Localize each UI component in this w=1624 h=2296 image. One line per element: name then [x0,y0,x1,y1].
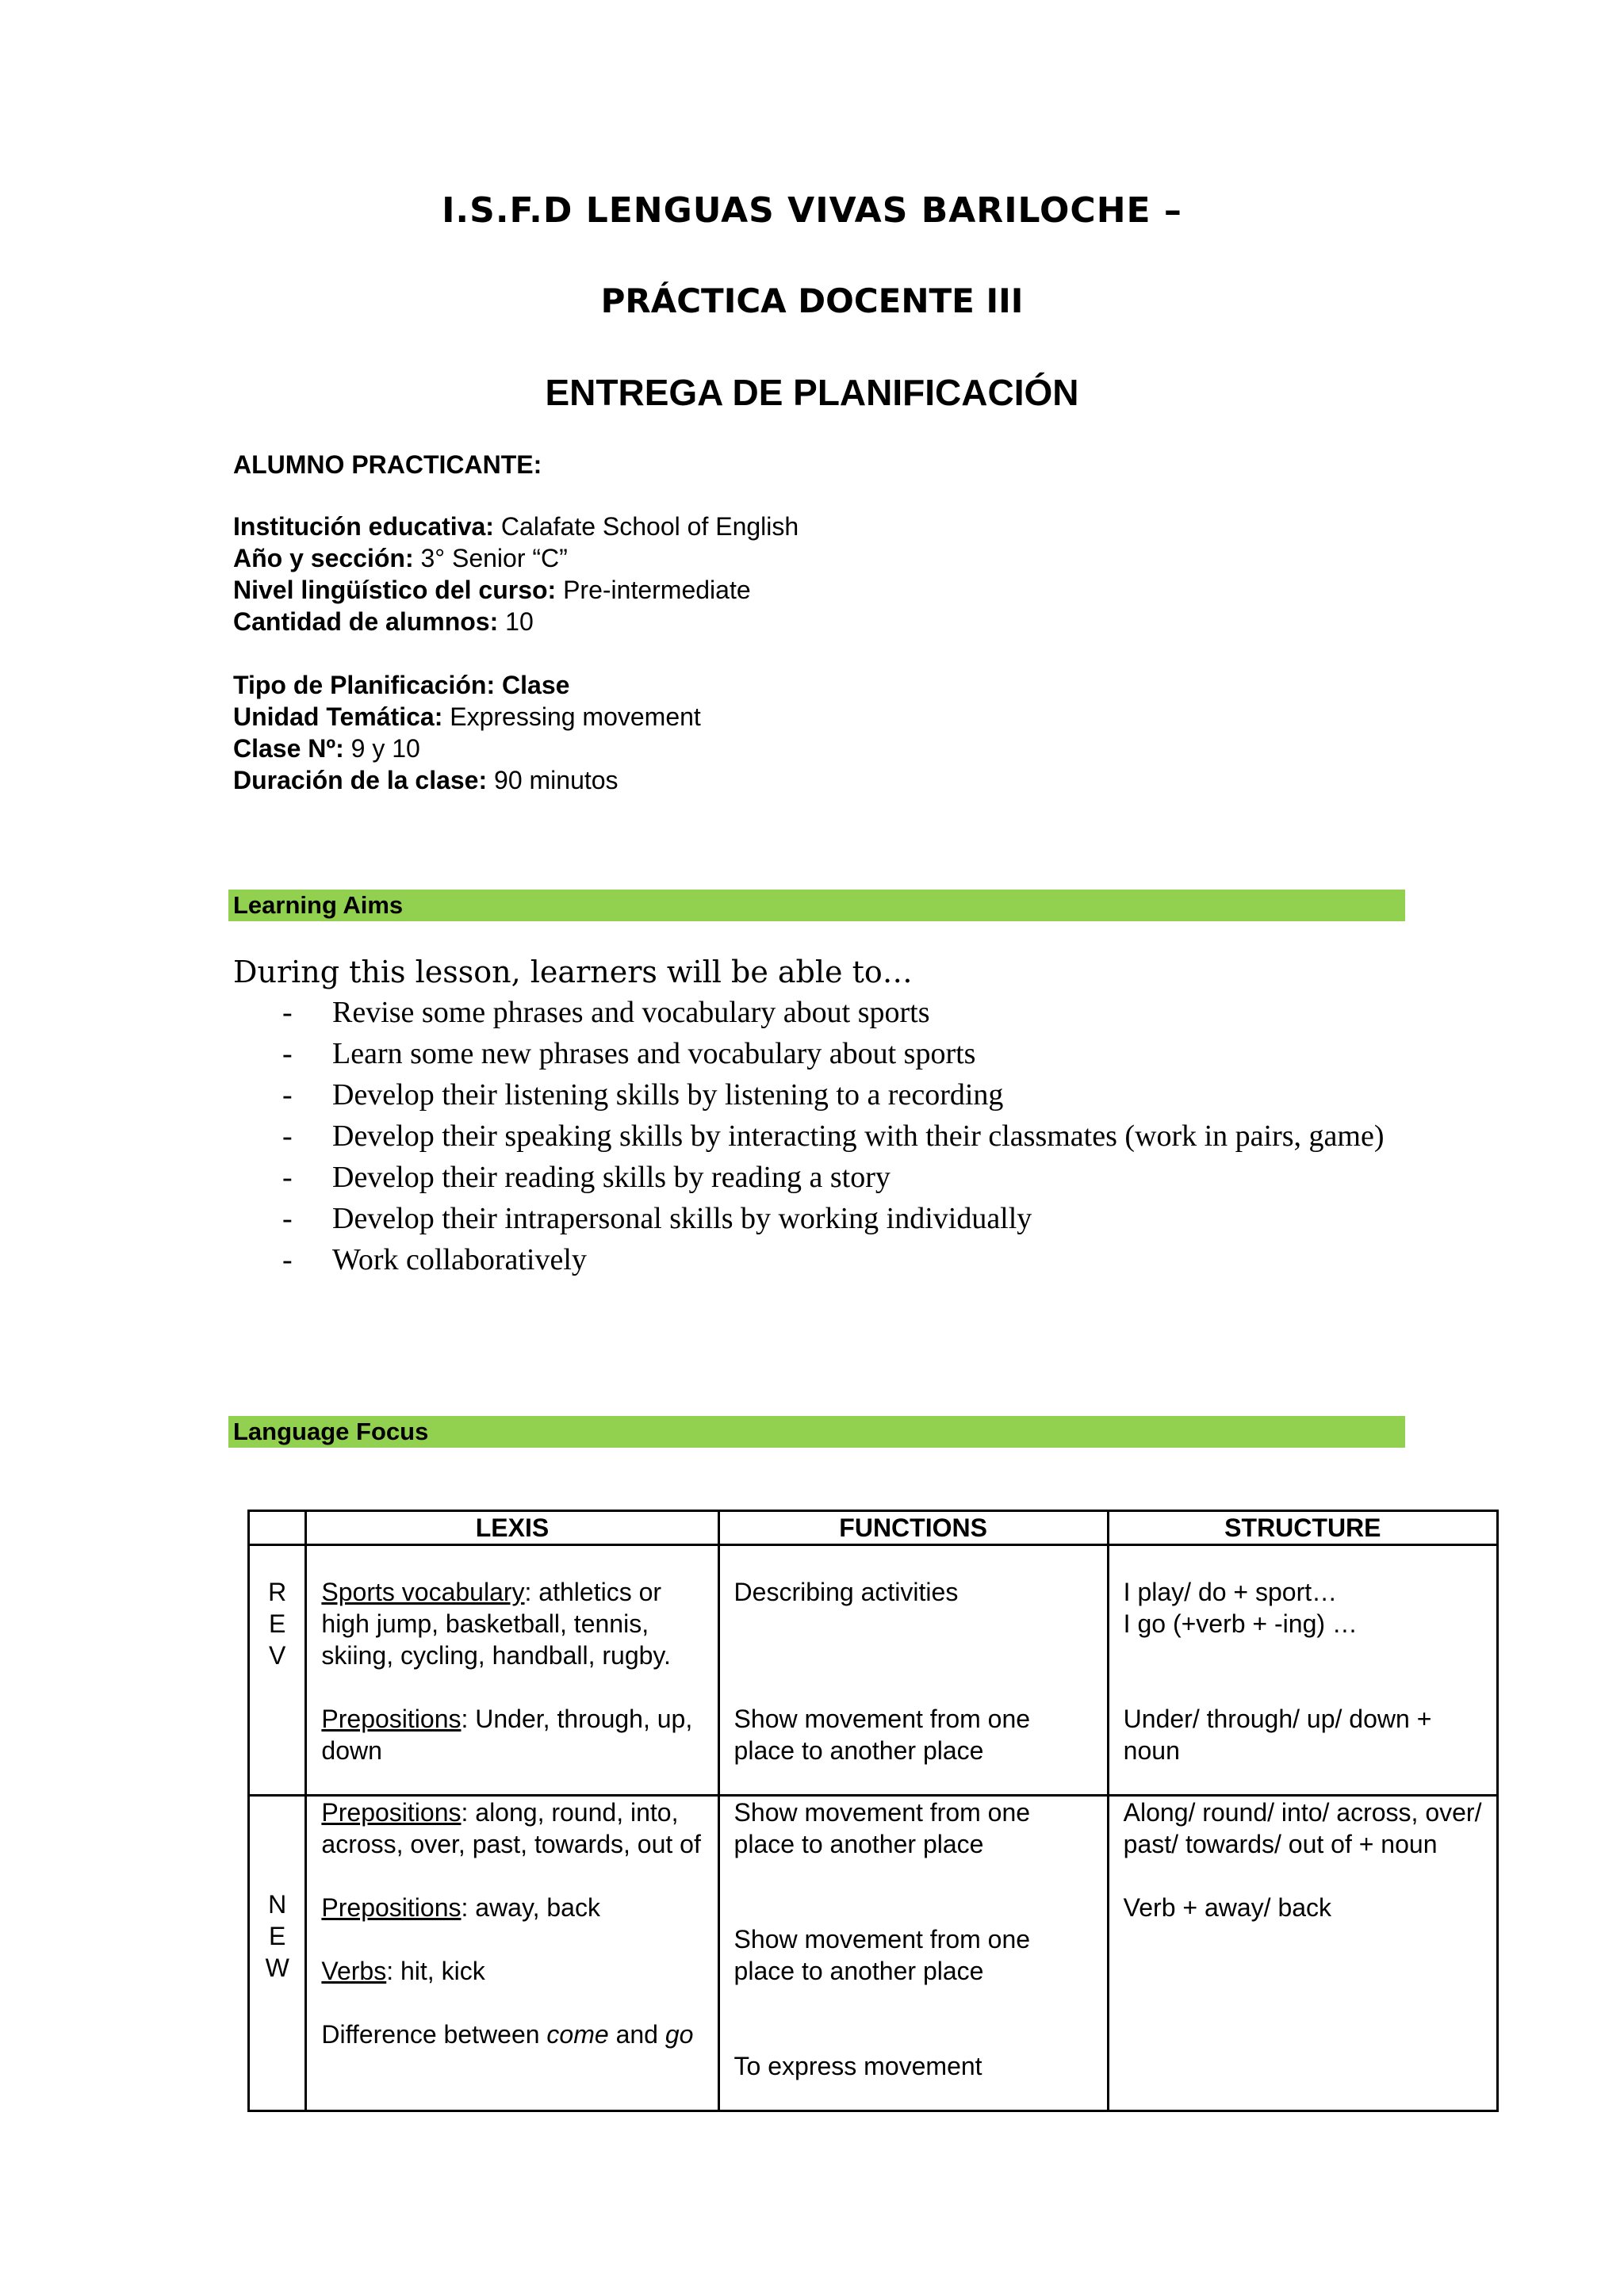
new-functions-cell [718,1796,1108,2111]
term-go: go [665,2020,694,2049]
term: Prepositions [321,1893,462,1922]
year-label: Año y sección: [233,544,414,572]
plan-type-label: Tipo de Planificación: Clase [233,671,570,699]
rev-letter: E [269,1609,286,1638]
duration-label: Duración de la clase: [233,766,488,794]
term: Prepositions [321,1705,462,1733]
term: Prepositions [321,1798,462,1827]
unit-value: Expressing movement [450,702,701,731]
school-row [233,511,799,542]
text: and [608,2020,665,2049]
duration-row [233,764,701,796]
class-label: Clase Nº: [233,734,344,763]
column-header-structure: STRUCTURE [1108,1511,1497,1545]
document-title: ENTREGA DE PLANIFICACIÓN [545,372,1079,413]
new-lexis-prepositions-2 [321,1892,706,1923]
list-item: - Revise some phrases and vocabulary about sports [282,993,1392,1031]
new-lexis-prepositions-1 [321,1797,706,1860]
rev-function-2: Show movement from one place to another place [733,1705,1031,1765]
duration-value: 90 minutos [494,766,619,794]
term: Verbs [321,1957,387,1985]
students-label: Cantidad de alumnos: [233,607,499,636]
language-focus-heading: Language Focus [228,1416,1405,1448]
term: Sports vocabulary [321,1578,525,1606]
definition: : away, back [461,1893,600,1922]
learning-aims-heading: Learning Aims [228,890,1405,921]
new-structure-1: Along/ round/ into/ across, over/ past/ towards/ out of + noun [1123,1798,1482,1858]
level-value: Pre-intermediate [563,576,751,604]
year-row [233,542,799,574]
student-block [233,449,542,480]
new-letter: W [265,1954,289,1982]
class-row [233,733,701,764]
rev-label [249,1545,306,1796]
new-function-1: Show movement from one place to another place [733,1798,1031,1858]
column-header-lexis: LEXIS [306,1511,718,1545]
unit-label: Unidad Temática: [233,702,443,731]
table-row [249,1545,1498,1796]
rev-function-1: Describing activities [733,1578,959,1606]
rev-lexis-prepositions [321,1703,706,1766]
table-row [249,1796,1498,2111]
term-come: come [546,2020,609,2049]
rev-structure-1a: I play/ do + sport… [1123,1578,1338,1606]
institution-block [233,511,799,637]
new-letter: E [269,1922,286,1950]
definition: : along, round, into, across, over, past, towards, out of [321,1798,701,1858]
unit-row [233,701,701,733]
class-value: 9 y 10 [350,734,420,763]
definition: : hit, kick [386,1957,485,1985]
plan-type-row [233,669,701,701]
column-header-functions: FUNCTIONS [718,1511,1108,1545]
rev-lexis-sports [321,1576,706,1671]
definition: : Under, through, up, down [321,1705,693,1765]
learning-aims-list [282,993,1392,1282]
new-structure-2: Verb + away/ back [1123,1893,1332,1922]
new-function-2: Show movement from one place to another place [733,1925,1031,1985]
school-value: Calafate School of English [500,512,799,541]
text: Difference between [321,2020,547,2049]
list-item: - Develop their reading skills by reading a story [282,1158,1392,1196]
list-item: - Develop their intrapersonal skills by working individually [282,1200,1392,1238]
new-lexis-cell [306,1796,718,2111]
new-label [249,1796,306,2111]
student-label: ALUMNO PRACTICANTE: [233,450,542,479]
students-row [233,606,799,637]
table-header-row [249,1511,1498,1545]
new-function-3: To express movement [733,2052,982,2080]
language-focus-table [247,1510,1499,2112]
new-structure-cell [1108,1796,1497,2111]
institution-title: I.S.F.D LENGUAS VIVAS BARILOCHE – [442,190,1182,231]
year-value: 3° Senior “C” [420,544,568,572]
definition: : athletics or high jump, basketball, tennis, skiing, cycling, handball, rugby. [321,1578,671,1670]
planning-block [233,669,701,796]
new-letter: N [268,1890,287,1919]
list-item: - Develop their listening skills by listening to a recording [282,1076,1392,1114]
list-item: - Work collaboratively [282,1241,1392,1279]
rev-structure-cell [1108,1545,1497,1796]
level-label: Nivel lingüístico del curso: [233,576,557,604]
new-lexis-come-go [321,2019,706,2050]
rev-structure-2: Under/ through/ up/ down + noun [1123,1705,1432,1765]
rev-structure-1b: I go (+verb + -ing) … [1123,1609,1358,1638]
school-label: Institución educativa: [233,512,494,541]
subject-title: PRÁCTICA DOCENTE III [600,281,1024,320]
rev-functions-cell [718,1545,1108,1796]
table-header-empty [249,1511,306,1545]
learning-aims-intro: During this lesson, learners will be able to… [233,955,913,989]
students-value: 10 [505,607,534,636]
list-item: - Learn some new phrases and vocabulary about sports [282,1035,1392,1073]
rev-letter: V [269,1641,286,1670]
level-row [233,574,799,606]
rev-letter: R [268,1578,287,1606]
rev-lexis-cell [306,1545,718,1796]
list-item: - Develop their speaking skills by interacting with their classmates (work in pairs, game) [282,1117,1392,1155]
new-lexis-verbs [321,1955,706,1987]
